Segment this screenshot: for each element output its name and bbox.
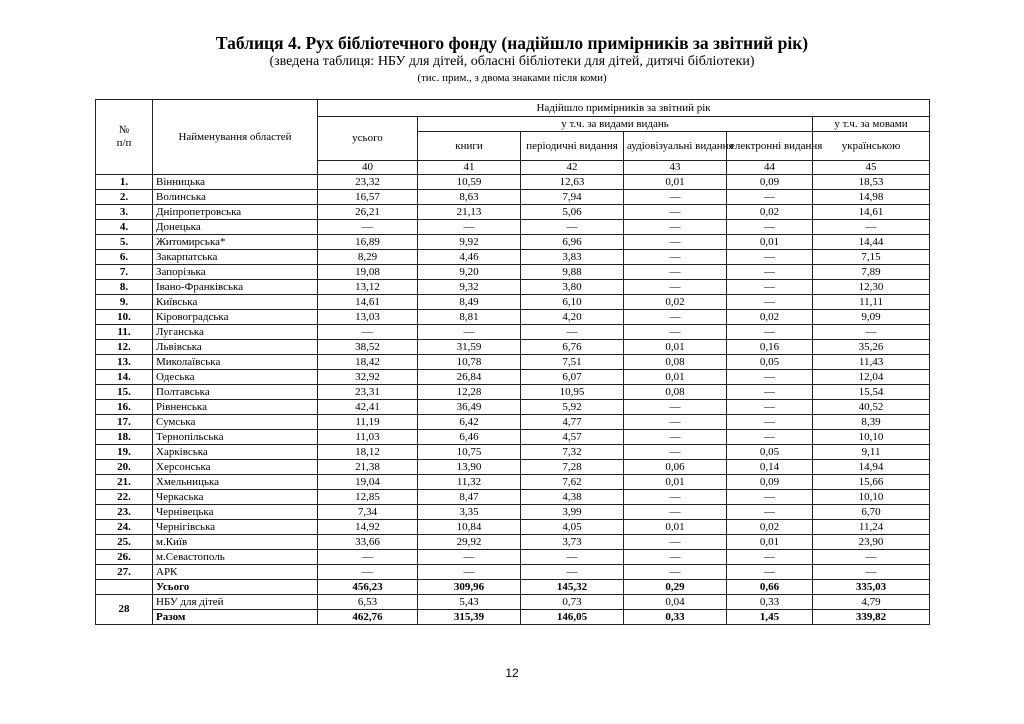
value-cell: — — [318, 565, 418, 580]
value-cell: 0,33 — [727, 595, 813, 610]
table-row — [96, 565, 930, 580]
value-cell: 31,59 — [418, 340, 521, 355]
table-row — [96, 535, 930, 550]
value-cell: 0,16 — [727, 340, 813, 355]
value-cell: 9,09 — [813, 310, 930, 325]
table-row — [96, 190, 930, 205]
row-number: 2. — [96, 190, 153, 205]
value-cell: 4,20 — [521, 310, 624, 325]
value-cell: 8,49 — [418, 295, 521, 310]
value-cell: 14,61 — [813, 205, 930, 220]
row-number: 8. — [96, 280, 153, 295]
value-cell: 7,62 — [521, 475, 624, 490]
periodicals-header: періодичні видання — [521, 132, 624, 161]
value-cell: — — [624, 310, 727, 325]
table-row — [96, 250, 930, 265]
value-cell: 10,75 — [418, 445, 521, 460]
region-name: Харківська — [153, 445, 318, 460]
books-header: книги — [418, 132, 521, 161]
value-cell: 7,51 — [521, 355, 624, 370]
value-cell: 8,47 — [418, 490, 521, 505]
value-cell: 13,12 — [318, 280, 418, 295]
value-cell: 7,28 — [521, 460, 624, 475]
value-cell: — — [624, 280, 727, 295]
value-cell: — — [521, 565, 624, 580]
row-number: 24. — [96, 520, 153, 535]
value-cell: 40,52 — [813, 400, 930, 415]
value-cell: — — [521, 325, 624, 340]
value-cell: 11,03 — [318, 430, 418, 445]
region-name: Київська — [153, 295, 318, 310]
value-cell: 21,13 — [418, 205, 521, 220]
value-cell: 14,44 — [813, 235, 930, 250]
value-cell: 0,02 — [727, 310, 813, 325]
region-name: Кіровоградська — [153, 310, 318, 325]
audiovisual-header: аудіовізуальні видання — [624, 132, 727, 161]
region-name: Полтавська — [153, 385, 318, 400]
value-cell: 7,89 — [813, 265, 930, 280]
row-number: 18. — [96, 430, 153, 445]
document-subtitle: (зведена таблиця: НБУ для дітей, обласні бібліотеки для дітей, дитячі бібліотеки) — [269, 54, 755, 69]
region-name: Сумська — [153, 415, 318, 430]
document-title: Таблиця 4. Рух бібліотечного фонду (надійшло примірників за звітний рік) — [215, 33, 809, 53]
value-cell: 6,42 — [418, 415, 521, 430]
value-cell: 10,95 — [521, 385, 624, 400]
value-cell: 14,61 — [318, 295, 418, 310]
value-cell: 13,90 — [418, 460, 521, 475]
value-cell: — — [727, 505, 813, 520]
region-name: м.Севастополь — [153, 550, 318, 565]
value-cell: 12,04 — [813, 370, 930, 385]
table-row — [96, 490, 930, 505]
column-number: 44 — [727, 161, 813, 175]
value-cell: 12,85 — [318, 490, 418, 505]
value-cell: 0,02 — [727, 205, 813, 220]
value-cell: 9,11 — [813, 445, 930, 460]
row-number: 3. — [96, 205, 153, 220]
row-number: 1. — [96, 175, 153, 190]
region-name: Дніпропетровська — [153, 205, 318, 220]
value-cell: 4,05 — [521, 520, 624, 535]
region-name: Львівська — [153, 340, 318, 355]
value-cell: 10,59 — [418, 175, 521, 190]
value-cell: — — [727, 265, 813, 280]
row-number: 5. — [96, 235, 153, 250]
value-cell: 11,32 — [418, 475, 521, 490]
group-header: Надійшло примірників за звітний рік — [318, 100, 930, 117]
region-name: Миколаївська — [153, 355, 318, 370]
electronic-header: електронні видання — [727, 132, 813, 161]
value-cell: — — [624, 190, 727, 205]
value-cell: 5,92 — [521, 400, 624, 415]
value-cell: 456,23 — [318, 580, 418, 595]
value-cell: — — [727, 190, 813, 205]
row-number: 12. — [96, 340, 153, 355]
name-header: Найменування областей — [153, 100, 318, 175]
value-cell: 12,28 — [418, 385, 521, 400]
value-cell: 4,79 — [813, 595, 930, 610]
library-fund-table — [95, 99, 930, 625]
value-cell: — — [813, 550, 930, 565]
value-cell: 19,08 — [318, 265, 418, 280]
page-number: 12 — [505, 666, 519, 680]
value-cell: — — [727, 565, 813, 580]
value-cell: — — [624, 205, 727, 220]
value-cell: 5,06 — [521, 205, 624, 220]
value-cell: — — [624, 220, 727, 235]
value-cell: — — [624, 235, 727, 250]
table-row — [96, 430, 930, 445]
value-cell: 7,15 — [813, 250, 930, 265]
row-name: НБУ для дітей — [153, 595, 318, 610]
region-name: Херсонська — [153, 460, 318, 475]
by-type-header: у т.ч. за видами видань — [418, 117, 813, 132]
value-cell: 11,11 — [813, 295, 930, 310]
value-cell: — — [813, 565, 930, 580]
value-cell: 146,05 — [521, 610, 624, 625]
value-cell: — — [318, 325, 418, 340]
value-cell: 0,05 — [727, 355, 813, 370]
value-cell: 38,52 — [318, 340, 418, 355]
value-cell: 23,32 — [318, 175, 418, 190]
value-cell: 3,35 — [418, 505, 521, 520]
value-cell: 6,70 — [813, 505, 930, 520]
by-lang-header: у т.ч. за мовами — [813, 117, 930, 132]
value-cell: 9,88 — [521, 265, 624, 280]
value-cell: 0,33 — [624, 610, 727, 625]
table-row — [96, 370, 930, 385]
value-cell: 6,10 — [521, 295, 624, 310]
value-cell: — — [521, 550, 624, 565]
region-name: Рівненська — [153, 400, 318, 415]
value-cell: 0,01 — [624, 520, 727, 535]
value-cell: 9,92 — [418, 235, 521, 250]
table-row — [96, 355, 930, 370]
value-cell: 7,32 — [521, 445, 624, 460]
row-number: 23. — [96, 505, 153, 520]
row-number: 15. — [96, 385, 153, 400]
table-row — [96, 445, 930, 460]
region-name: Чернігівська — [153, 520, 318, 535]
value-cell: 0,01 — [624, 475, 727, 490]
value-cell: 7,94 — [521, 190, 624, 205]
value-cell: 10,10 — [813, 430, 930, 445]
header-row-1 — [96, 100, 930, 117]
value-cell: — — [813, 325, 930, 340]
region-name: Житомирська* — [153, 235, 318, 250]
value-cell: 6,76 — [521, 340, 624, 355]
value-cell: 26,84 — [418, 370, 521, 385]
value-cell: — — [318, 550, 418, 565]
nbu-row — [96, 595, 930, 610]
totals-section — [96, 580, 930, 625]
value-cell: 0,02 — [727, 520, 813, 535]
value-cell: — — [727, 430, 813, 445]
table-row — [96, 550, 930, 565]
value-cell: 0,01 — [624, 340, 727, 355]
value-cell: 42,41 — [318, 400, 418, 415]
value-cell: 11,24 — [813, 520, 930, 535]
value-cell: 33,66 — [318, 535, 418, 550]
table-row — [96, 505, 930, 520]
table-row — [96, 385, 930, 400]
value-cell: — — [521, 220, 624, 235]
row-number: 21. — [96, 475, 153, 490]
value-cell: 12,30 — [813, 280, 930, 295]
table-row — [96, 460, 930, 475]
table-row — [96, 310, 930, 325]
row-number-cell — [96, 580, 153, 595]
region-name: Тернопільська — [153, 430, 318, 445]
num-header: № п/п — [96, 100, 153, 175]
value-cell: 7,34 — [318, 505, 418, 520]
value-cell: 0,05 — [727, 445, 813, 460]
value-cell: 3,73 — [521, 535, 624, 550]
value-cell: 8,39 — [813, 415, 930, 430]
row-number: 10. — [96, 310, 153, 325]
value-cell: 1,45 — [727, 610, 813, 625]
row-number: 17. — [96, 415, 153, 430]
value-cell: — — [727, 550, 813, 565]
value-cell: 16,89 — [318, 235, 418, 250]
row-number: 6. — [96, 250, 153, 265]
value-cell: 0,09 — [727, 175, 813, 190]
value-cell: 10,10 — [813, 490, 930, 505]
column-number: 41 — [418, 161, 521, 175]
value-cell: 0,66 — [727, 580, 813, 595]
row-number: 14. — [96, 370, 153, 385]
column-number: 40 — [318, 161, 418, 175]
value-cell: 18,12 — [318, 445, 418, 460]
value-cell: 3,99 — [521, 505, 624, 520]
region-name: Хмельницька — [153, 475, 318, 490]
value-cell: — — [624, 265, 727, 280]
value-cell: 0,14 — [727, 460, 813, 475]
table-row — [96, 280, 930, 295]
value-cell: 11,43 — [813, 355, 930, 370]
row-number: 28 — [96, 595, 153, 625]
value-cell: 15,66 — [813, 475, 930, 490]
value-cell: — — [624, 490, 727, 505]
value-cell: 23,90 — [813, 535, 930, 550]
value-cell: — — [418, 550, 521, 565]
value-cell: 9,20 — [418, 265, 521, 280]
region-name: Запорізька — [153, 265, 318, 280]
value-cell: 18,42 — [318, 355, 418, 370]
row-number: 7. — [96, 265, 153, 280]
value-cell: — — [624, 430, 727, 445]
value-cell: 29,92 — [418, 535, 521, 550]
region-name: Вінницька — [153, 175, 318, 190]
value-cell: — — [624, 535, 727, 550]
column-number: 45 — [813, 161, 930, 175]
region-name: Черкаська — [153, 490, 318, 505]
table-row — [96, 415, 930, 430]
value-cell: 6,46 — [418, 430, 521, 445]
value-cell: — — [727, 415, 813, 430]
region-name: Івано-Франківська — [153, 280, 318, 295]
value-cell: — — [624, 445, 727, 460]
column-number: 43 — [624, 161, 727, 175]
value-cell: 11,19 — [318, 415, 418, 430]
value-cell: — — [624, 250, 727, 265]
value-cell: 4,77 — [521, 415, 624, 430]
value-cell: 8,63 — [418, 190, 521, 205]
row-number: 9. — [96, 295, 153, 310]
value-cell: 9,32 — [418, 280, 521, 295]
row-number: 27. — [96, 565, 153, 580]
value-cell: — — [624, 550, 727, 565]
value-cell: 3,80 — [521, 280, 624, 295]
region-name: м.Київ — [153, 535, 318, 550]
value-cell: 10,84 — [418, 520, 521, 535]
row-number: 13. — [96, 355, 153, 370]
region-name: Закарпатська — [153, 250, 318, 265]
table-row — [96, 475, 930, 490]
value-cell: 14,94 — [813, 460, 930, 475]
value-cell: — — [727, 385, 813, 400]
table-row — [96, 220, 930, 235]
value-cell: 23,31 — [318, 385, 418, 400]
value-cell: 6,53 — [318, 595, 418, 610]
value-cell: 15,54 — [813, 385, 930, 400]
value-cell: — — [727, 220, 813, 235]
value-cell: 0,01 — [727, 535, 813, 550]
value-cell: — — [727, 370, 813, 385]
value-cell: 145,32 — [521, 580, 624, 595]
value-cell: — — [418, 565, 521, 580]
value-cell: 339,82 — [813, 610, 930, 625]
value-cell: — — [727, 250, 813, 265]
row-name: Усього — [153, 580, 318, 595]
region-name: Волинська — [153, 190, 318, 205]
total-header: усього — [318, 117, 418, 161]
value-cell: — — [727, 280, 813, 295]
row-number: 22. — [96, 490, 153, 505]
value-cell: 0,01 — [727, 235, 813, 250]
value-cell: — — [624, 415, 727, 430]
value-cell: 8,29 — [318, 250, 418, 265]
value-cell: 36,49 — [418, 400, 521, 415]
table-body — [96, 175, 930, 580]
value-cell: 0,08 — [624, 385, 727, 400]
value-cell: 14,92 — [318, 520, 418, 535]
value-cell: — — [727, 490, 813, 505]
value-cell: 5,43 — [418, 595, 521, 610]
row-number: 19. — [96, 445, 153, 460]
value-cell: 10,78 — [418, 355, 521, 370]
value-cell: 462,76 — [318, 610, 418, 625]
value-cell: 0,01 — [624, 175, 727, 190]
value-cell: 0,09 — [727, 475, 813, 490]
value-cell: — — [624, 400, 727, 415]
value-cell: 26,21 — [318, 205, 418, 220]
row-name: Разом — [153, 610, 318, 625]
value-cell: — — [727, 325, 813, 340]
value-cell: — — [318, 220, 418, 235]
value-cell: — — [624, 505, 727, 520]
value-cell: 16,57 — [318, 190, 418, 205]
value-cell: 19,04 — [318, 475, 418, 490]
value-cell: 0,01 — [624, 370, 727, 385]
table-row — [96, 295, 930, 310]
ukrainian-header: українською — [813, 132, 930, 161]
region-name: Луганська — [153, 325, 318, 340]
value-cell: 4,46 — [418, 250, 521, 265]
region-name: АРК — [153, 565, 318, 580]
row-number: 4. — [96, 220, 153, 235]
units-note: (тис. прим., з двома знаками після коми) — [417, 72, 607, 84]
value-cell: 21,38 — [318, 460, 418, 475]
table-row — [96, 325, 930, 340]
row-number: 25. — [96, 535, 153, 550]
grand-total-row — [96, 610, 930, 625]
value-cell: 315,39 — [418, 610, 521, 625]
region-name: Одеська — [153, 370, 318, 385]
value-cell: 18,53 — [813, 175, 930, 190]
value-cell: 6,07 — [521, 370, 624, 385]
value-cell: — — [624, 325, 727, 340]
value-cell: 13,03 — [318, 310, 418, 325]
value-cell: — — [813, 220, 930, 235]
value-cell: 0,06 — [624, 460, 727, 475]
value-cell: 14,98 — [813, 190, 930, 205]
value-cell: — — [624, 565, 727, 580]
value-cell: 6,96 — [521, 235, 624, 250]
row-number: 11. — [96, 325, 153, 340]
value-cell: 0,29 — [624, 580, 727, 595]
row-number: 16. — [96, 400, 153, 415]
value-cell: 0,08 — [624, 355, 727, 370]
value-cell: 8,81 — [418, 310, 521, 325]
value-cell: — — [727, 400, 813, 415]
value-cell: 35,26 — [813, 340, 930, 355]
value-cell: 4,57 — [521, 430, 624, 445]
subtotal-row — [96, 580, 930, 595]
table-row — [96, 175, 930, 190]
value-cell: — — [418, 325, 521, 340]
table-row — [96, 205, 930, 220]
region-name: Донецька — [153, 220, 318, 235]
row-number: 20. — [96, 460, 153, 475]
column-number: 42 — [521, 161, 624, 175]
value-cell: 12,63 — [521, 175, 624, 190]
table-row — [96, 265, 930, 280]
value-cell: 335,03 — [813, 580, 930, 595]
value-cell: 0,02 — [624, 295, 727, 310]
value-cell: 0,73 — [521, 595, 624, 610]
table-row — [96, 340, 930, 355]
value-cell: 3,83 — [521, 250, 624, 265]
region-name: Чернівецька — [153, 505, 318, 520]
table-row — [96, 520, 930, 535]
value-cell: 32,92 — [318, 370, 418, 385]
table-row — [96, 235, 930, 250]
value-cell: 4,38 — [521, 490, 624, 505]
table-row — [96, 400, 930, 415]
value-cell: — — [418, 220, 521, 235]
value-cell: 0,04 — [624, 595, 727, 610]
value-cell: 309,96 — [418, 580, 521, 595]
value-cell: — — [727, 295, 813, 310]
row-number: 26. — [96, 550, 153, 565]
